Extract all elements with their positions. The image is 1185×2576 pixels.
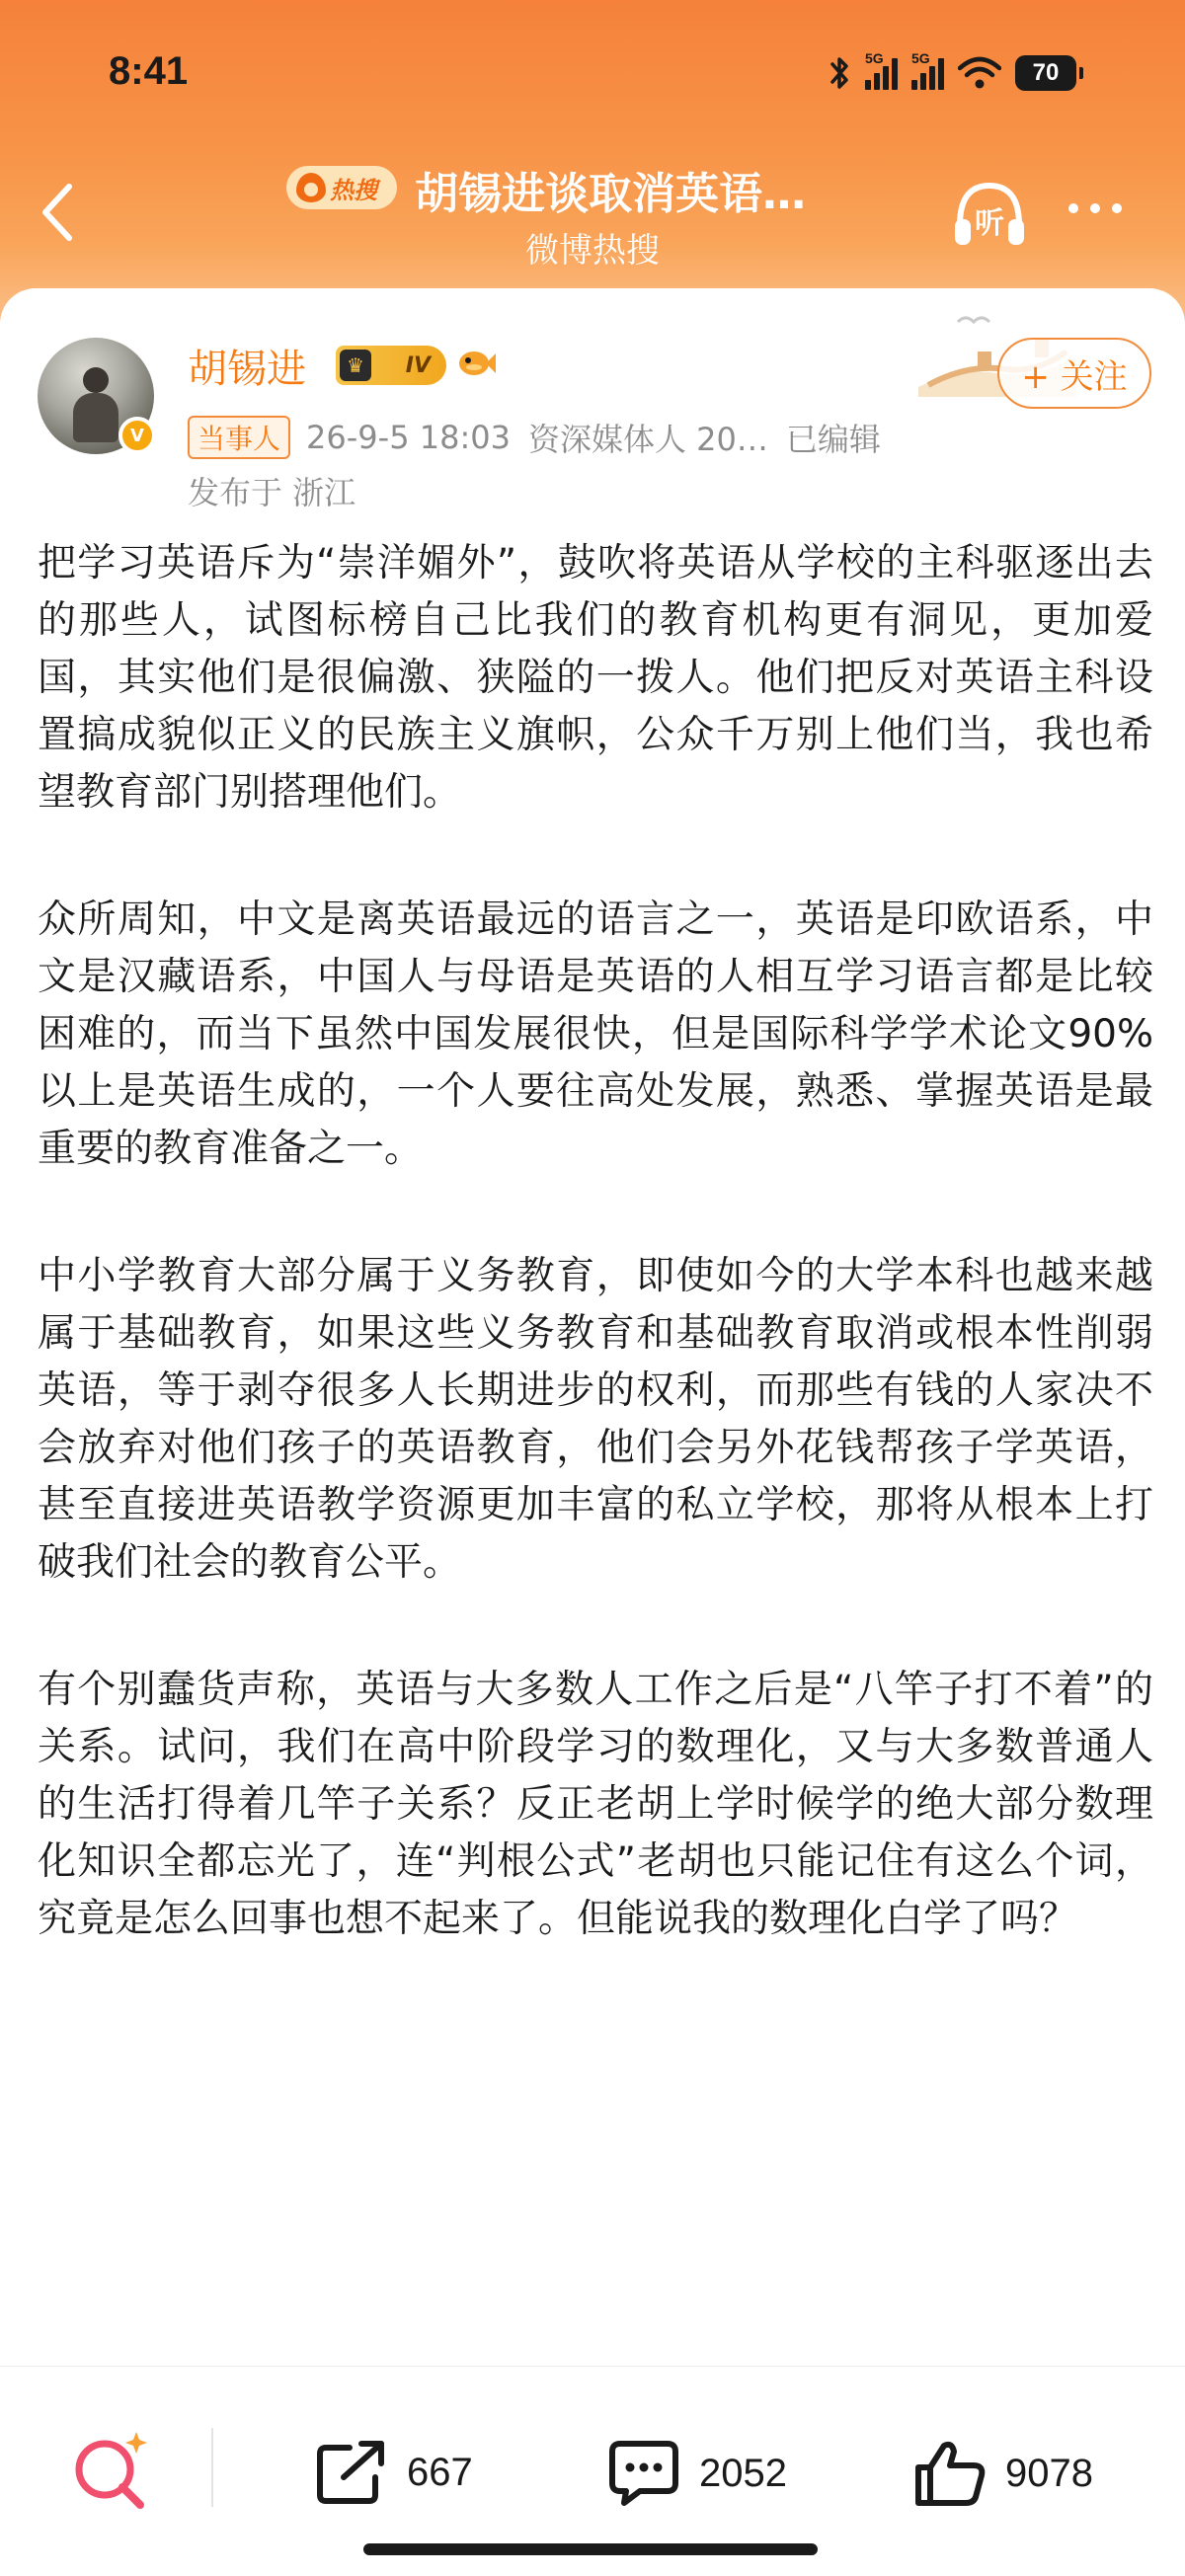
like-count: 9078 [1005, 2451, 1093, 2495]
signal-icon-1: 5G [865, 56, 898, 90]
status-icons [830, 50, 1076, 91]
search-icon[interactable] [67, 2424, 156, 2513]
author-name[interactable]: 胡锡进 [188, 347, 306, 392]
follow-button[interactable]: + 关注 [997, 338, 1151, 409]
status-time: 8:41 [109, 49, 189, 93]
more-button[interactable] [1068, 203, 1122, 213]
comment-count: 2052 [699, 2451, 787, 2495]
hot-search-badge [286, 166, 397, 209]
edited-label[interactable]: 已编辑 [785, 421, 881, 458]
page-title: 胡锡进谈取消英语… [415, 169, 806, 219]
hot-search-badge-label: 热搜 [330, 176, 377, 204]
fish-badge-icon[interactable] [456, 346, 496, 381]
post-paragraph: 众所周知，中文是离英语最远的语言之一，英语是印欧语系，中文是汉藏语系，中国人与母语是英语的人相互学习语言都是比较困难的，而当下虽然中国发展很快，但是国际科学学术论文90%以上是英语生成的，一个人要往高处发展，熟悉、掌握英语是最重要的教育准备之一。 [38, 898, 1153, 1171]
more-dot-icon [1090, 203, 1100, 213]
like-button[interactable] [912, 2438, 1093, 2509]
post-body [38, 535, 1153, 2018]
repost-icon [314, 2438, 389, 2507]
headphones-icon [950, 176, 1029, 255]
verified-badge: V [118, 417, 156, 454]
home-indicator[interactable] [363, 2543, 818, 2555]
listen-button[interactable] [950, 176, 1029, 255]
post-location: 发布于 浙江 [188, 474, 356, 511]
thumbs-up-icon [912, 2438, 988, 2509]
signal-icon-2: 5G [911, 56, 944, 90]
post-card [0, 288, 1185, 2575]
bluetooth-icon [830, 55, 851, 91]
post-meta [188, 415, 881, 460]
party-badge: 当事人 [188, 416, 290, 459]
repost-count: 667 [407, 2450, 473, 2494]
nav-bar [0, 148, 1185, 286]
page-subtitle: 微博热搜 [525, 231, 660, 271]
status-bar [0, 0, 1185, 148]
divider [211, 2428, 213, 2507]
crown-icon: ♛ [340, 350, 371, 381]
listen-label: 听 [975, 206, 1004, 241]
comment-button[interactable] [606, 2438, 787, 2509]
comment-icon [606, 2438, 681, 2509]
more-dot-icon [1068, 203, 1078, 213]
post-source[interactable]: 资深媒体人 20… [527, 421, 768, 458]
wifi-icon [958, 56, 1001, 90]
post-paragraph: 中小学教育大部分属于义务教育，即使如今的大学本科也越来越属于基础教育，如果这些义务教育和基础教育取消或根本性削弱英语，等于剥夺很多人长期进步的权利，而那些有钱的人家决不会放弃对他们孩子的英语教育，他们会另外花钱帮孩子学英语，甚至直接进英语教学资源更加丰富的私立学校，那将从根本上打破我们社会的教育公平。 [38, 1254, 1153, 1585]
post-time: 26-9-5 18:03 [306, 419, 511, 456]
repost-button[interactable] [314, 2438, 473, 2507]
post-paragraph: 把学习英语斥为“崇洋媚外”，鼓吹将英语从学校的主科驱逐出去的那些人，试图标榜自己比我们的教育机构更有洞见，更加爱国，其实他们是很偏激、狭隘的一拨人。他们把反对英语主科设置搞成貌似正义的民族主义旗帜，公众千万别上他们当，我也希望教育部门别搭理他们。 [38, 541, 1153, 815]
member-level-badge[interactable] [336, 346, 446, 385]
more-dot-icon [1112, 203, 1122, 213]
flame-icon [296, 173, 326, 202]
member-level-label: IV [405, 352, 431, 378]
post-paragraph: 有个别蠢货声称，英语与大多数人工作之后是“八竿子打不着”的关系。试问，我们在高中阶段学习的数理化，又与大多数普通人的生活打得着几竿子关系？反正老胡上学时候学的绝大部分数理化知识全都忘光了，连“判根公式”老胡也只能记住有这么个词，究竟是怎么回事也想不起来了。但能说我的数理化白学了吗？ [38, 1668, 1153, 1941]
battery-icon: 70 [1015, 55, 1076, 91]
